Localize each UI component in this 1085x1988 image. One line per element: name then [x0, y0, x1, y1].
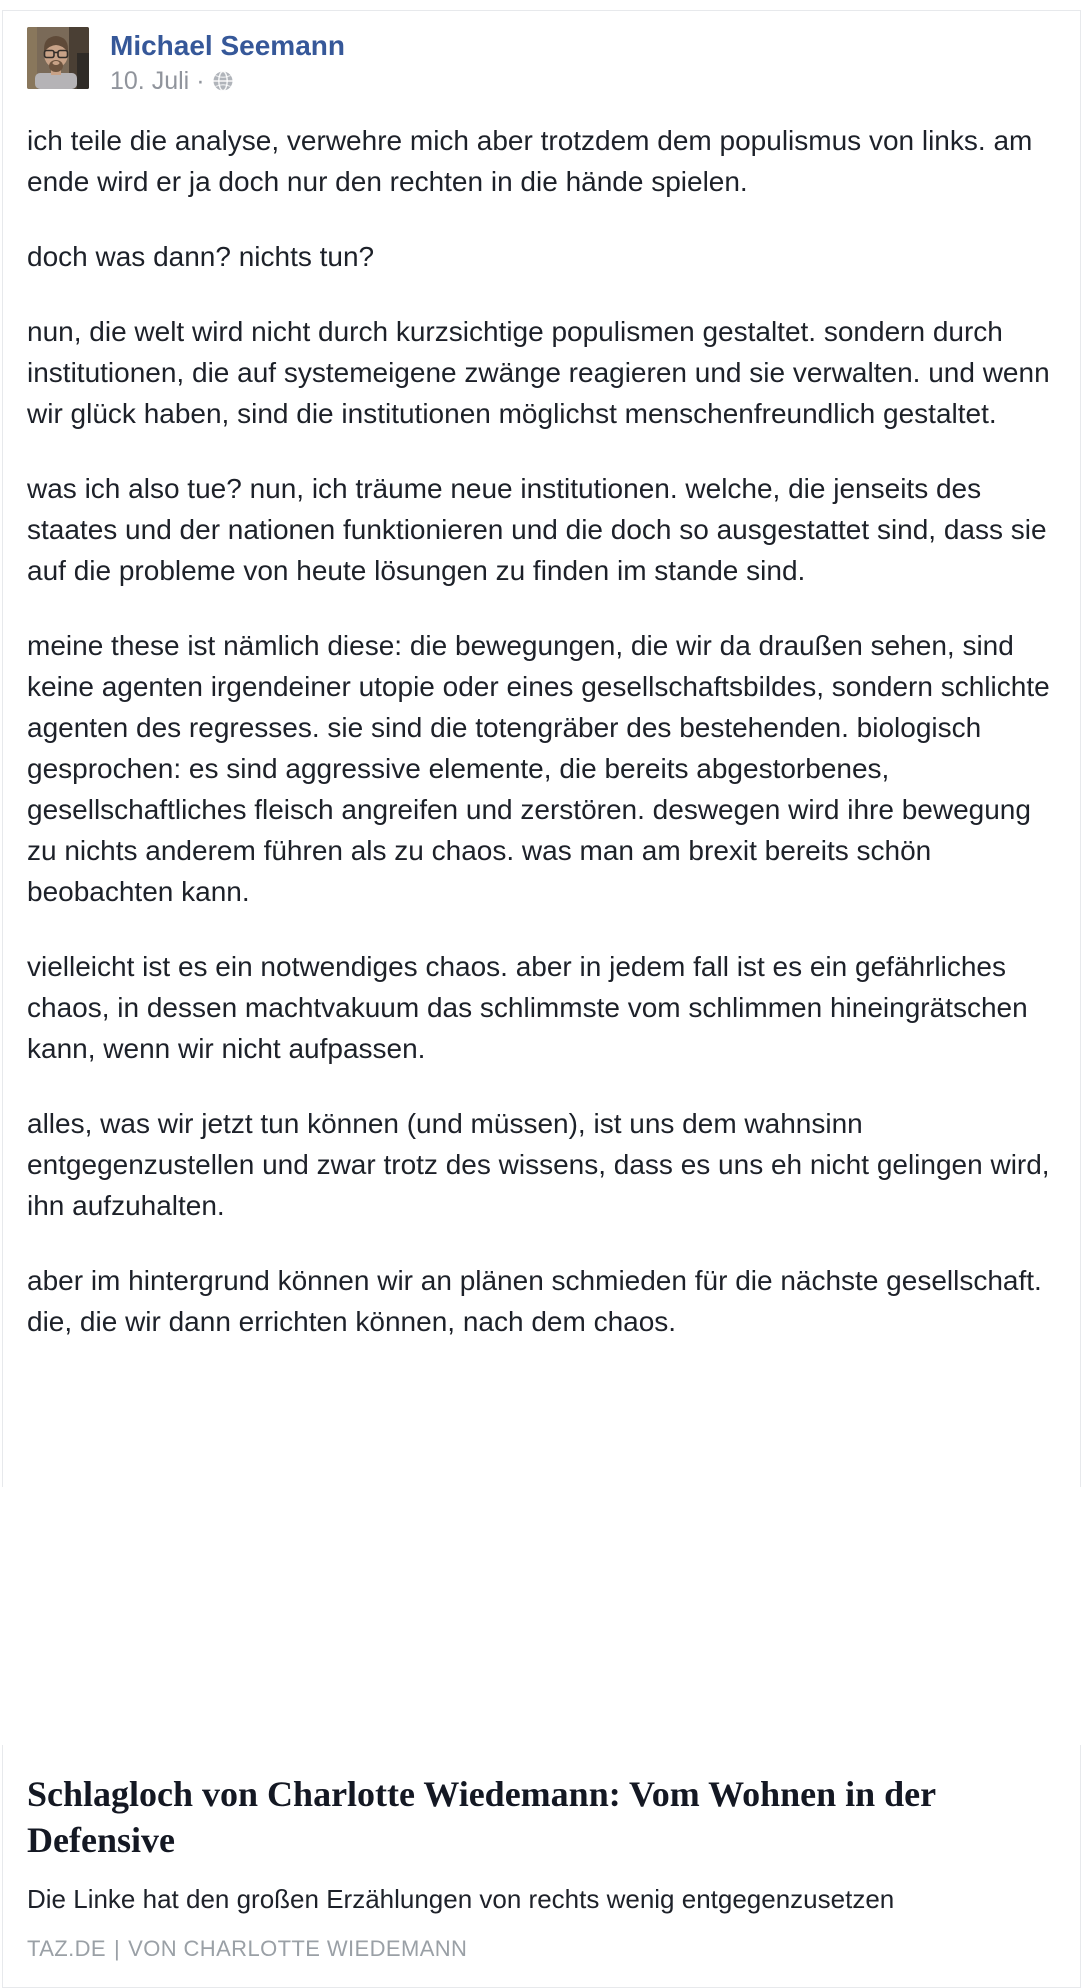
- link-title[interactable]: Schlagloch von Charlotte Wiedemann: Vom Wohnen in der Defensive: [27, 1774, 936, 1860]
- avatar[interactable]: [27, 27, 89, 89]
- post-date[interactable]: 10. Juli: [110, 67, 190, 95]
- link-source: [27, 1935, 1056, 1963]
- post-card: [2, 10, 1081, 1487]
- post-paragraph: meine these ist nämlich diese: die bewegungen, die wir da draußen sehen, sind keine agenten irgendeiner utopie oder eines gesellschaftsbildes, sondern schlichte agenten des regresses. sie sind die totengräber des bestehenden. biologisch gesprochen: es sind aggressive elemente, die bereits abgestorbenes, gesellschaftliches fleisch angreifen und zerstören. deswegen wird ihre bewegung zu nichts anderem führen als zu chaos. was man am brexit bereits schön beobachten kann.: [27, 630, 1050, 907]
- link-source-separator: |: [114, 1936, 121, 1961]
- post-paragraph: ich teile die analyse, verwehre mich aber trotzdem dem populismus von links. am ende wird er ja doch nur den rechten in die hände spielen.: [27, 125, 1033, 197]
- globe-icon: [212, 70, 234, 92]
- link-preview-image-placeholder[interactable]: [2, 1487, 1081, 1745]
- post-header: [27, 27, 1056, 96]
- author-link[interactable]: Michael Seemann: [110, 30, 345, 61]
- post-paragraph: was ich also tue? nun, ich träume neue institutionen. welche, die jenseits des staates und der nationen funktionieren und die doch so ausgestattet sind, dass sie auf die probleme von heute lösungen zu finden im stande sind.: [27, 473, 1047, 586]
- post-paragraph: vielleicht ist es ein notwendiges chaos. aber in jedem fall ist es ein gefährliches chaos, in dessen machtvakuum das schlimmste vom schlimmen hineingrätschen kann, wenn wir nicht aufpassen.: [27, 951, 1028, 1064]
- post-paragraph: nun, die welt wird nicht durch kurzsichtige populismen gestaltet. sondern durch institutionen, die auf systemeigene zwänge reagieren und sie verwalten. und wenn wir glück haben, sind die institutionen möglichst menschenfreundlich gestaltet.: [27, 316, 1050, 429]
- link-source-domain: TAZ.DE: [27, 1936, 106, 1961]
- post-paragraph: alles, was wir jetzt tun können (und müssen), ist uns dem wahnsinn entgegenzustellen und zwar trotz des wissens, dass es uns eh nicht gelingen wird, ihn aufzuhalten.: [27, 1108, 1050, 1221]
- post-paragraph: doch was dann? nichts tun?: [27, 241, 375, 272]
- link-source-byline: VON CHARLOTTE WIEDEMANN: [128, 1936, 468, 1961]
- post-paragraph: aber im hintergrund können wir an plänen schmieden für die nächste gesellschaft. die, die wir dann errichten können, nach dem chaos.: [27, 1265, 1042, 1337]
- post-header-text: [110, 27, 345, 96]
- meta-separator: ·: [196, 67, 205, 95]
- post-body: [27, 120, 1056, 1342]
- link-preview[interactable]: [2, 1745, 1081, 1988]
- post-meta: [110, 66, 345, 96]
- link-description: Die Linke hat den großen Erzählungen von rechts wenig entgegenzusetzen: [27, 1884, 895, 1914]
- profile-photo: [27, 27, 89, 89]
